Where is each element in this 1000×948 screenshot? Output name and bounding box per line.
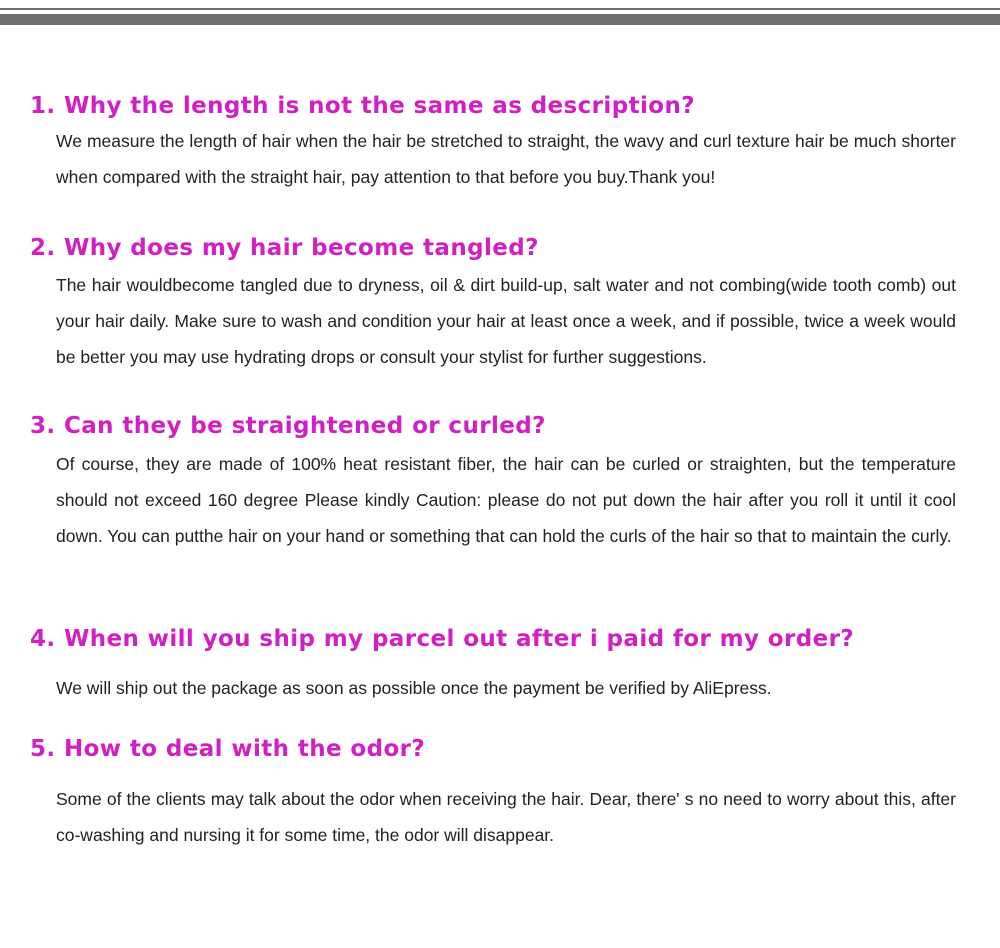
faq-question-4: 4. When will you ship my parcel out after i paid for my order?	[30, 626, 855, 652]
faq-question-2: 2. Why does my hair become tangled?	[30, 235, 539, 261]
faq-answer-1: We measure the length of hair when the hair be stretched to straight, the wavy and curl texture hair be much shorter when compared with the straight hair, pay attention to that before you buy.Thank you!	[56, 131, 956, 187]
faq-question-5: 5. How to deal with the odor?	[30, 736, 426, 762]
faq-answer-4: We will ship out the package as soon as possible once the payment be verified by AliEpress.	[56, 678, 772, 698]
faq-answer-2: The hair wouldbecome tangled due to dryness, oil & dirt build-up, salt water and not combing(wide tooth comb) out your hair daily. Make sure to wash and condition your hair at least once a week, and if possible, twice a week would be better you may use hydrating drops or consult your stylist for further suggestions.	[56, 275, 956, 367]
faq-answer-5: Some of the clients may talk about the odor when receiving the hair. Dear, there' s no need to worry about this, after co-washing and nursing it for some time, the odor will disappear.	[56, 789, 956, 845]
faq-answer-3: Of course, they are made of 100% heat resistant fiber, the hair can be curled or straighten, but the temperature should not exceed 160 degree Please kindly Caution: please do not put down the hair after you roll it until it cool down. You can putthe hair on your hand or something that can hold the curls of the hair so that to maintain the curly.	[56, 454, 956, 546]
faq-question-3: 3. Can they be straightened or curled?	[30, 413, 546, 439]
faq-question-1: 1. Why the length is not the same as description?	[30, 93, 695, 119]
header-divider-thin	[0, 8, 1000, 10]
header-divider-thick	[0, 14, 1000, 25]
